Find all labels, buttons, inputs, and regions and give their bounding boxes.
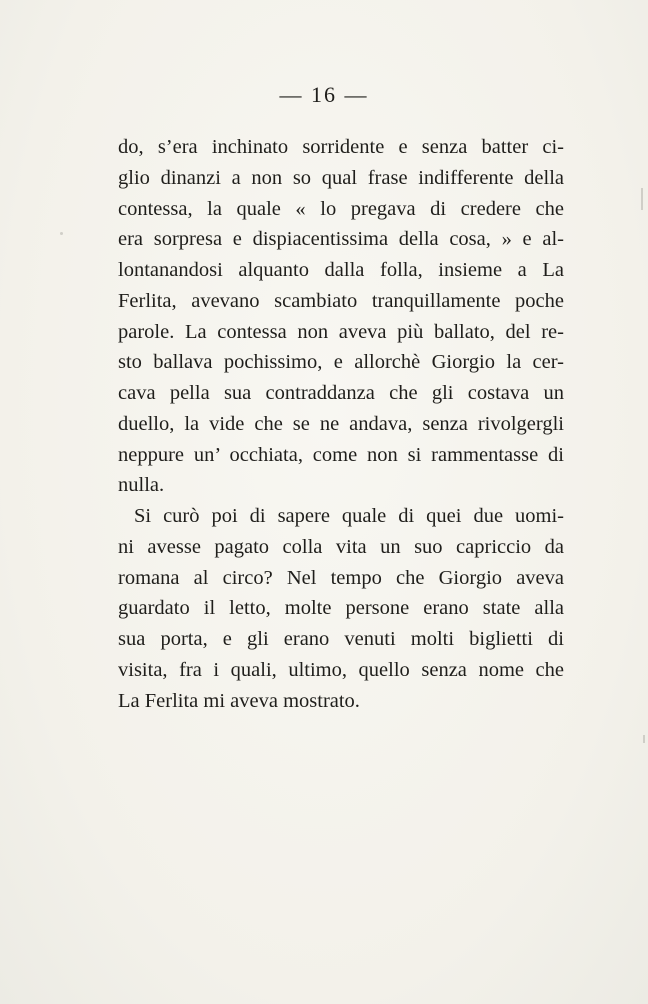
paragraph [118, 132, 564, 501]
page-number: — 16 — [279, 82, 369, 107]
text-line: sto ballava pochissimo, e allorchè Giorgio la cer- [118, 351, 564, 374]
text-line: La Ferlita mi aveva mostrato. [118, 689, 360, 712]
text-line: era sorpresa e dispiacentissima della cosa, » e al- [118, 228, 564, 251]
text-line: parole. La contessa non aveva più ballato, del re- [118, 320, 564, 343]
text-line: do, s’era inchinato sorridente e senza batter ci- [118, 136, 564, 158]
paragraph [118, 501, 564, 716]
body-text [118, 132, 564, 716]
text-line: glio dinanzi a non so qual frase indifferente della [118, 166, 564, 189]
paper-speck [60, 232, 63, 235]
text-line: lontanandosi alquanto dalla folla, insieme a La [118, 259, 564, 281]
paper-speck [643, 735, 645, 743]
text-line: Ferlita, avevano scambiato tranquillamente poche [118, 289, 564, 312]
paper-speck [641, 188, 643, 210]
text-line: cava pella sua contraddanza che gli costava un [118, 382, 564, 404]
text-line: contessa, la quale « lo pregava di credere che [118, 197, 564, 220]
text-line: ni avesse pagato colla vita un suo capriccio da [118, 535, 564, 558]
text-line: guardato il letto, molte persone erano state alla [118, 597, 564, 620]
text-line: Si curò poi di sapere quale di quei due uomi- [134, 505, 564, 527]
text-line: duello, la vide che se ne andava, senza rivolgergli [118, 412, 564, 435]
text-line: neppure un’ occhiata, come non si rammentasse di [118, 443, 564, 466]
text-line: sua porta, e gli erano venuti molti biglietti di [118, 628, 564, 650]
text-line: romana al circo? Nel tempo che Giorgio aveva [118, 566, 564, 589]
text-line: visita, fra i quali, ultimo, quello senza nome che [118, 658, 564, 681]
text-line: nulla. [118, 474, 165, 497]
